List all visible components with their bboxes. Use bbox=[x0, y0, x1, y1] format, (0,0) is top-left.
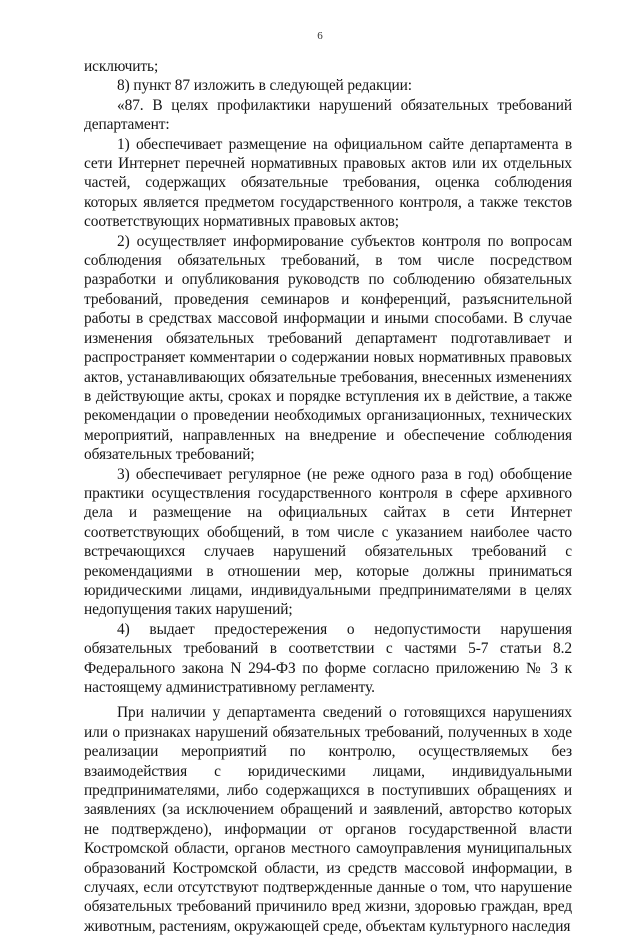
paragraph-subitem-3: 3) обеспечивает регулярное (не реже одного раза в год) обобщение практики осуществления государственного контроля в сфере архивного дела и размещение на официальных сайтах в сети Интернет соответствующих обобщений, в том числе с указанием наиболее часто встречающихся случаев нарушений обязательных требований с рекомендациями в отношении мер, которые должны приниматься юридическими лицами, индивидуальными предпринимателями в целях недопущения таких нарушений; bbox=[84, 465, 572, 619]
paragraph-violations-info: При наличии у департамента сведений о готовящихся нарушениях или о признаках нарушений обязательных требований, полученных в ходе реализации мероприятий по контролю, осуществляемых без взаимодействия с юридическими лицами, индивидуальными предпринимателями, либо содержащихся в поступивших обращениях и заявлениях (за исключением обращений и заявлений, авторство которых не подтверждено), информации от органов государственной власти Костромской области, органов местного самоуправления муниципальных образований Костромской области, из средств массовой информации, в случаях, если отсутствуют подтвержденные данные о том, что нарушение обязательных требований причинило вред жизни, здоровью граждан, вред животным, растениям, окружающей среде, объектам культурного наследия bbox=[84, 704, 572, 935]
paragraph-item-8: 8) пункт 87 изложить в следующей редакции: bbox=[117, 77, 412, 95]
paragraph-clause-87: «87. В целях профилактики нарушений обязательных требований департамент: bbox=[84, 96, 572, 134]
paragraph-subitem-4: 4) выдает предостережения о недопустимости нарушения обязательных требований в соответствии с частями 5-7 статьи 8.2 Федерального закона N 294-ФЗ по форме согласно приложению № 3 к настоящему административному регламенту. bbox=[84, 620, 572, 696]
document-body bbox=[84, 57, 572, 936]
paragraph-subitem-2: 2) осуществляет информирование субъектов контроля по вопросам соблюдения обязательных требований, в том числе посредством разработки и опубликования руководств по соблюдению обязательных требований, проведения семинаров и конференций, разъяснительной работы в средствах массовой информации и иными способами. В случае изменения обязательных требований департамент подготавливает и распространяет комментарии о содержании новых нормативных правовых актов, устанавливающих обязательные требования, внесенных изменениях в действующие акты, сроках и порядке вступления их в действие, а также рекомендации о проведении необходимых организационных, технических мероприятий, направленных на внедрение и обеспечение соблюдения обязательных требований; bbox=[84, 232, 572, 464]
paragraph-continuation: исключить; bbox=[84, 58, 159, 75]
paragraph-subitem-1: 1) обеспечивает размещение на официальном сайте департамента в сети Интернет перечней нормативных правовых актов или их отдельных частей, содержащих обязательные требования, оценка соблюдения которых является предметом государственного контроля, а также текстов соответствующих нормативных правовых актов; bbox=[84, 135, 572, 231]
page-number: 6 bbox=[317, 30, 323, 42]
